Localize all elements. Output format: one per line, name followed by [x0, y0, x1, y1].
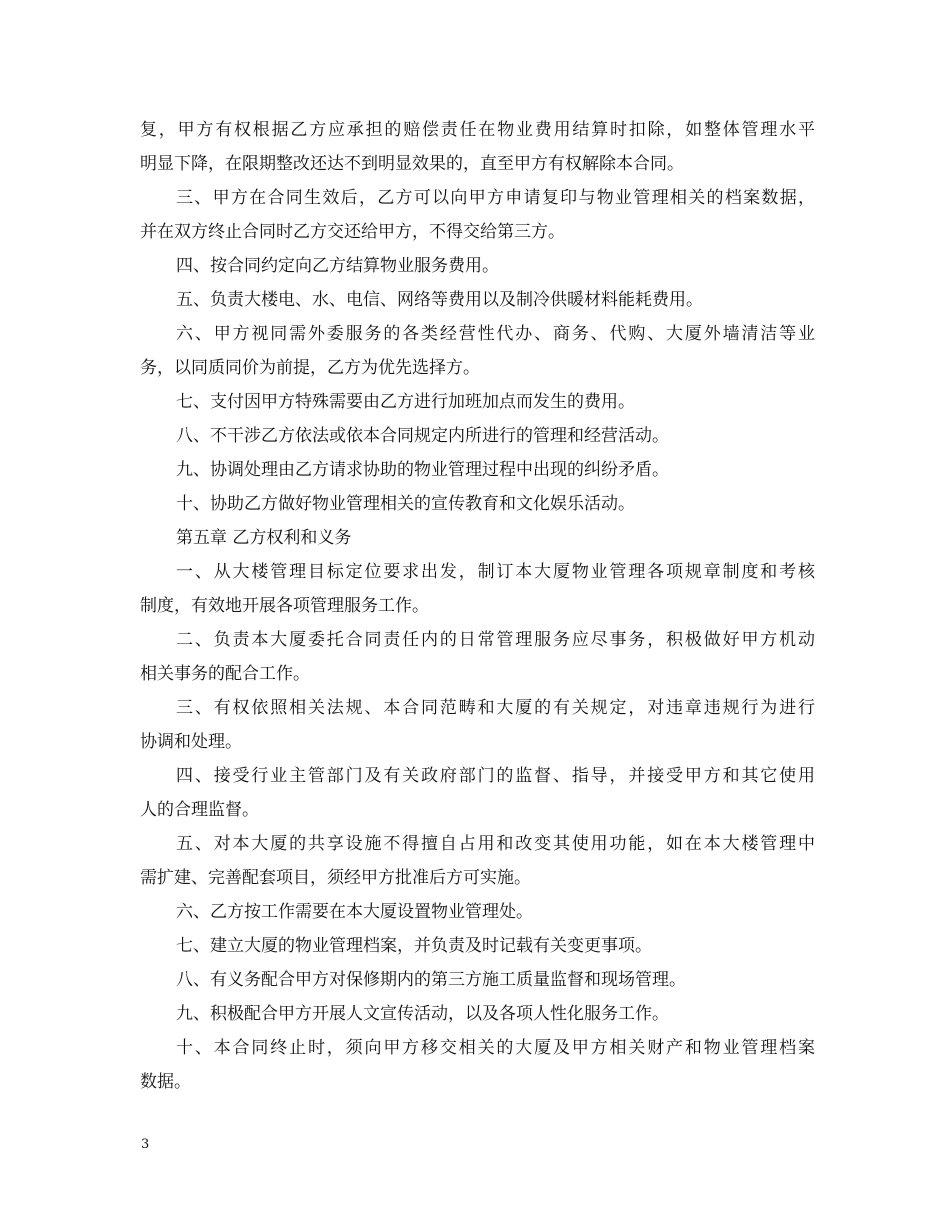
- text-line: 六、甲方视同需外委服务的各类经营性代办、商务、代购、大厦外墙清洁等业: [176, 324, 815, 344]
- text-line: 二、负责本大厦委托合同责任内的日常管理服务应尽事务，积极做好甲方机动: [176, 630, 815, 650]
- text-line: 七、建立大厦的物业管理档案，并负责及时记载有关变更事项。: [176, 936, 652, 956]
- text-line: 三、甲方在合同生效后，乙方可以向甲方申请复印与物业管理相关的档案数据，: [176, 188, 815, 208]
- text-line: 第五章 乙方权利和义务: [176, 528, 352, 548]
- text-line: 三、有权依照相关法规、本合同范畴和大厦的有关规定，对违章违规行为进行: [176, 698, 815, 718]
- text-line: 人的合理监督。: [140, 800, 259, 820]
- text-line: 八、不干涉乙方依法或依本合同规定内所进行的管理和经营活动。: [176, 426, 669, 446]
- text-line: 九、积极配合甲方开展人文宣传活动，以及各项人性化服务工作。: [176, 1004, 669, 1024]
- page-number: 3: [141, 1137, 150, 1152]
- text-line: 一、从大楼管理目标定位要求出发，制订本大厦物业管理各项规章制度和考核: [176, 562, 815, 582]
- text-line: 十、本合同终止时，须向甲方移交相关的大厦及甲方相关财产和物业管理档案: [176, 1038, 815, 1058]
- text-line: 七、支付因甲方特殊需要由乙方进行加班加点而发生的费用。: [176, 392, 635, 412]
- text-line: 制度，有效地开展各项管理服务工作。: [140, 596, 429, 616]
- text-line: 需扩建、完善配套项目，须经甲方批准后方可实施。: [140, 868, 531, 888]
- text-line: 相关事务的配合工作。: [140, 664, 310, 684]
- text-line: 九、协调处理由乙方请求协助的物业管理过程中出现的纠纷矛盾。: [176, 460, 669, 480]
- text-line: 四、按合同约定向乙方结算物业服务费用。: [176, 256, 499, 276]
- text-line: 明显下降，在限期整改还达不到明显效果的，直至甲方有权解除本合同。: [140, 154, 684, 174]
- text-line: 务，以同质同价为前提，乙方为优先选择方。: [140, 358, 480, 378]
- text-line: 数据。: [140, 1072, 191, 1092]
- text-line: 五、负责大楼电、水、电信、网络等费用以及制冷供暖材料能耗费用。: [176, 290, 703, 310]
- text-line: 六、乙方按工作需要在本大厦设置物业管理处。: [176, 902, 533, 922]
- text-line: 四、接受行业主管部门及有关政府部门的监督、指导，并接受甲方和其它使用: [176, 766, 815, 786]
- document-body: [140, 113, 815, 1099]
- text-line: 八、有义务配合甲方对保修期内的第三方施工质量监督和现场管理。: [176, 970, 686, 990]
- text-line: 协调和处理。: [140, 732, 242, 752]
- text-line: 十、协助乙方做好物业管理相关的宣传教育和文化娱乐活动。: [176, 494, 635, 514]
- text-line: 复，甲方有权根据乙方应承担的赔偿责任在物业费用结算时扣除，如整体管理水平: [140, 120, 815, 140]
- text-line: 并在双方终止合同时乙方交还给甲方，不得交给第三方。: [140, 222, 565, 242]
- text-line: 五、对本大厦的共享设施不得擅自占用和改变其使用功能，如在本大楼管理中: [176, 834, 815, 854]
